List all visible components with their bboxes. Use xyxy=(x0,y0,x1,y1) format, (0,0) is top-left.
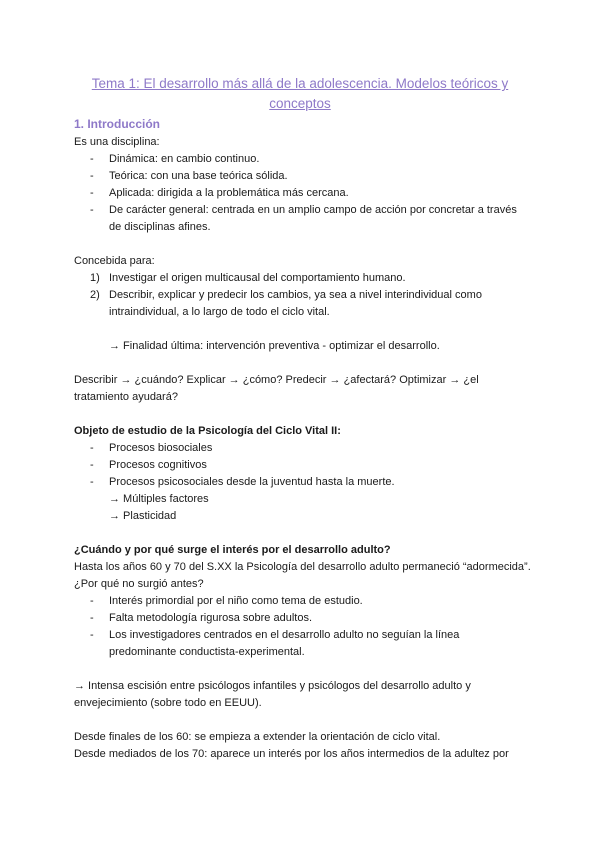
item-number: 1) xyxy=(90,272,100,284)
bullet-text: Teórica: con una base teórica sólida. xyxy=(109,170,288,182)
bullet-text: Procesos psicosociales desde la juventud hasta la muerte. xyxy=(109,476,395,488)
sub-item-factores: → Múltiples factores xyxy=(109,493,209,505)
describir-line-2: tratamiento ayudará? xyxy=(74,391,178,403)
bullet-dash: - xyxy=(90,204,94,216)
describir-line-1: Describir → ¿cuándo? Explicar → ¿cómo? Predecir → ¿afectará? Optimizar → ¿el xyxy=(74,374,479,386)
bullet-text: Dinámica: en cambio continuo. xyxy=(109,153,260,165)
bullet-text: Falta metodología rigurosa sobre adultos. xyxy=(109,612,313,624)
bullet-dash: - xyxy=(90,459,94,471)
item-text: intraindividual, a lo largo de todo el ciclo vital. xyxy=(109,306,330,318)
bullet-dash: - xyxy=(90,170,94,182)
desde-line-2: Desde mediados de los 70: aparece un interés por los años intermedios de la adultez por xyxy=(74,748,509,760)
bullet-text: predominante conductista-experimental. xyxy=(109,646,305,658)
item-number: 2) xyxy=(90,289,100,301)
item-text: Investigar el origen multicausal del comportamiento humano. xyxy=(109,272,406,284)
escision-line-2: envejecimiento (sobre todo en EEUU). xyxy=(74,697,262,709)
desde-line-1: Desde finales de los 60: se empieza a extender la orientación de ciclo vital. xyxy=(74,731,441,743)
title-line-2: conceptos xyxy=(269,96,331,111)
cuando-line-1: Hasta los años 60 y 70 del S.XX la Psicología del desarrollo adulto permaneció “adormecida”. xyxy=(74,561,531,573)
bullet-dash: - xyxy=(90,629,94,641)
bullet-dash: - xyxy=(90,595,94,607)
bullet-dash: - xyxy=(90,153,94,165)
bullet-dash: - xyxy=(90,187,94,199)
section-heading-introduccion: 1. Introducción xyxy=(74,117,161,131)
page-title xyxy=(72,74,528,114)
escision-line-1: → Intensa escisión entre psicólogos infantiles y psicólogos del desarrollo adulto y xyxy=(74,680,471,692)
bullet-text: De carácter general: centrada en un amplio campo de acción por concretar a través xyxy=(109,204,517,216)
bullet-text: Procesos biosociales xyxy=(109,442,213,454)
bullet-dash: - xyxy=(90,612,94,624)
bullet-text: Interés primordial por el niño como tema de estudio. xyxy=(109,595,363,607)
item-text: Describir, explicar y predecir los cambios, ya sea a nivel interindividual como xyxy=(109,289,482,301)
finalidad-line: → Finalidad última: intervención preventiva - optimizar el desarrollo. xyxy=(109,340,440,352)
objeto-heading: Objeto de estudio de la Psicología del Ciclo Vital II: xyxy=(74,425,341,437)
cuando-line-2: ¿Por qué no surgió antes? xyxy=(74,578,204,590)
bullet-dash: - xyxy=(90,442,94,454)
bullet-text: Los investigadores centrados en el desarrollo adulto no seguían la línea xyxy=(109,629,460,641)
bullet-text: Aplicada: dirigida a la problemática más cercana. xyxy=(109,187,349,199)
paragraph-intro: Es una disciplina: xyxy=(74,136,160,148)
title-line-1: Tema 1: El desarrollo más allá de la adolescencia. Modelos teóricos y xyxy=(91,76,509,91)
bullet-text: de disciplinas afines. xyxy=(109,221,211,233)
paragraph-concebida: Concebida para: xyxy=(74,255,155,267)
cuando-heading: ¿Cuándo y por qué surge el interés por el desarrollo adulto? xyxy=(74,544,391,556)
bullet-text: Procesos cognitivos xyxy=(109,459,207,471)
sub-item-plasticidad: → Plasticidad xyxy=(109,510,177,522)
bullet-dash: - xyxy=(90,476,94,488)
